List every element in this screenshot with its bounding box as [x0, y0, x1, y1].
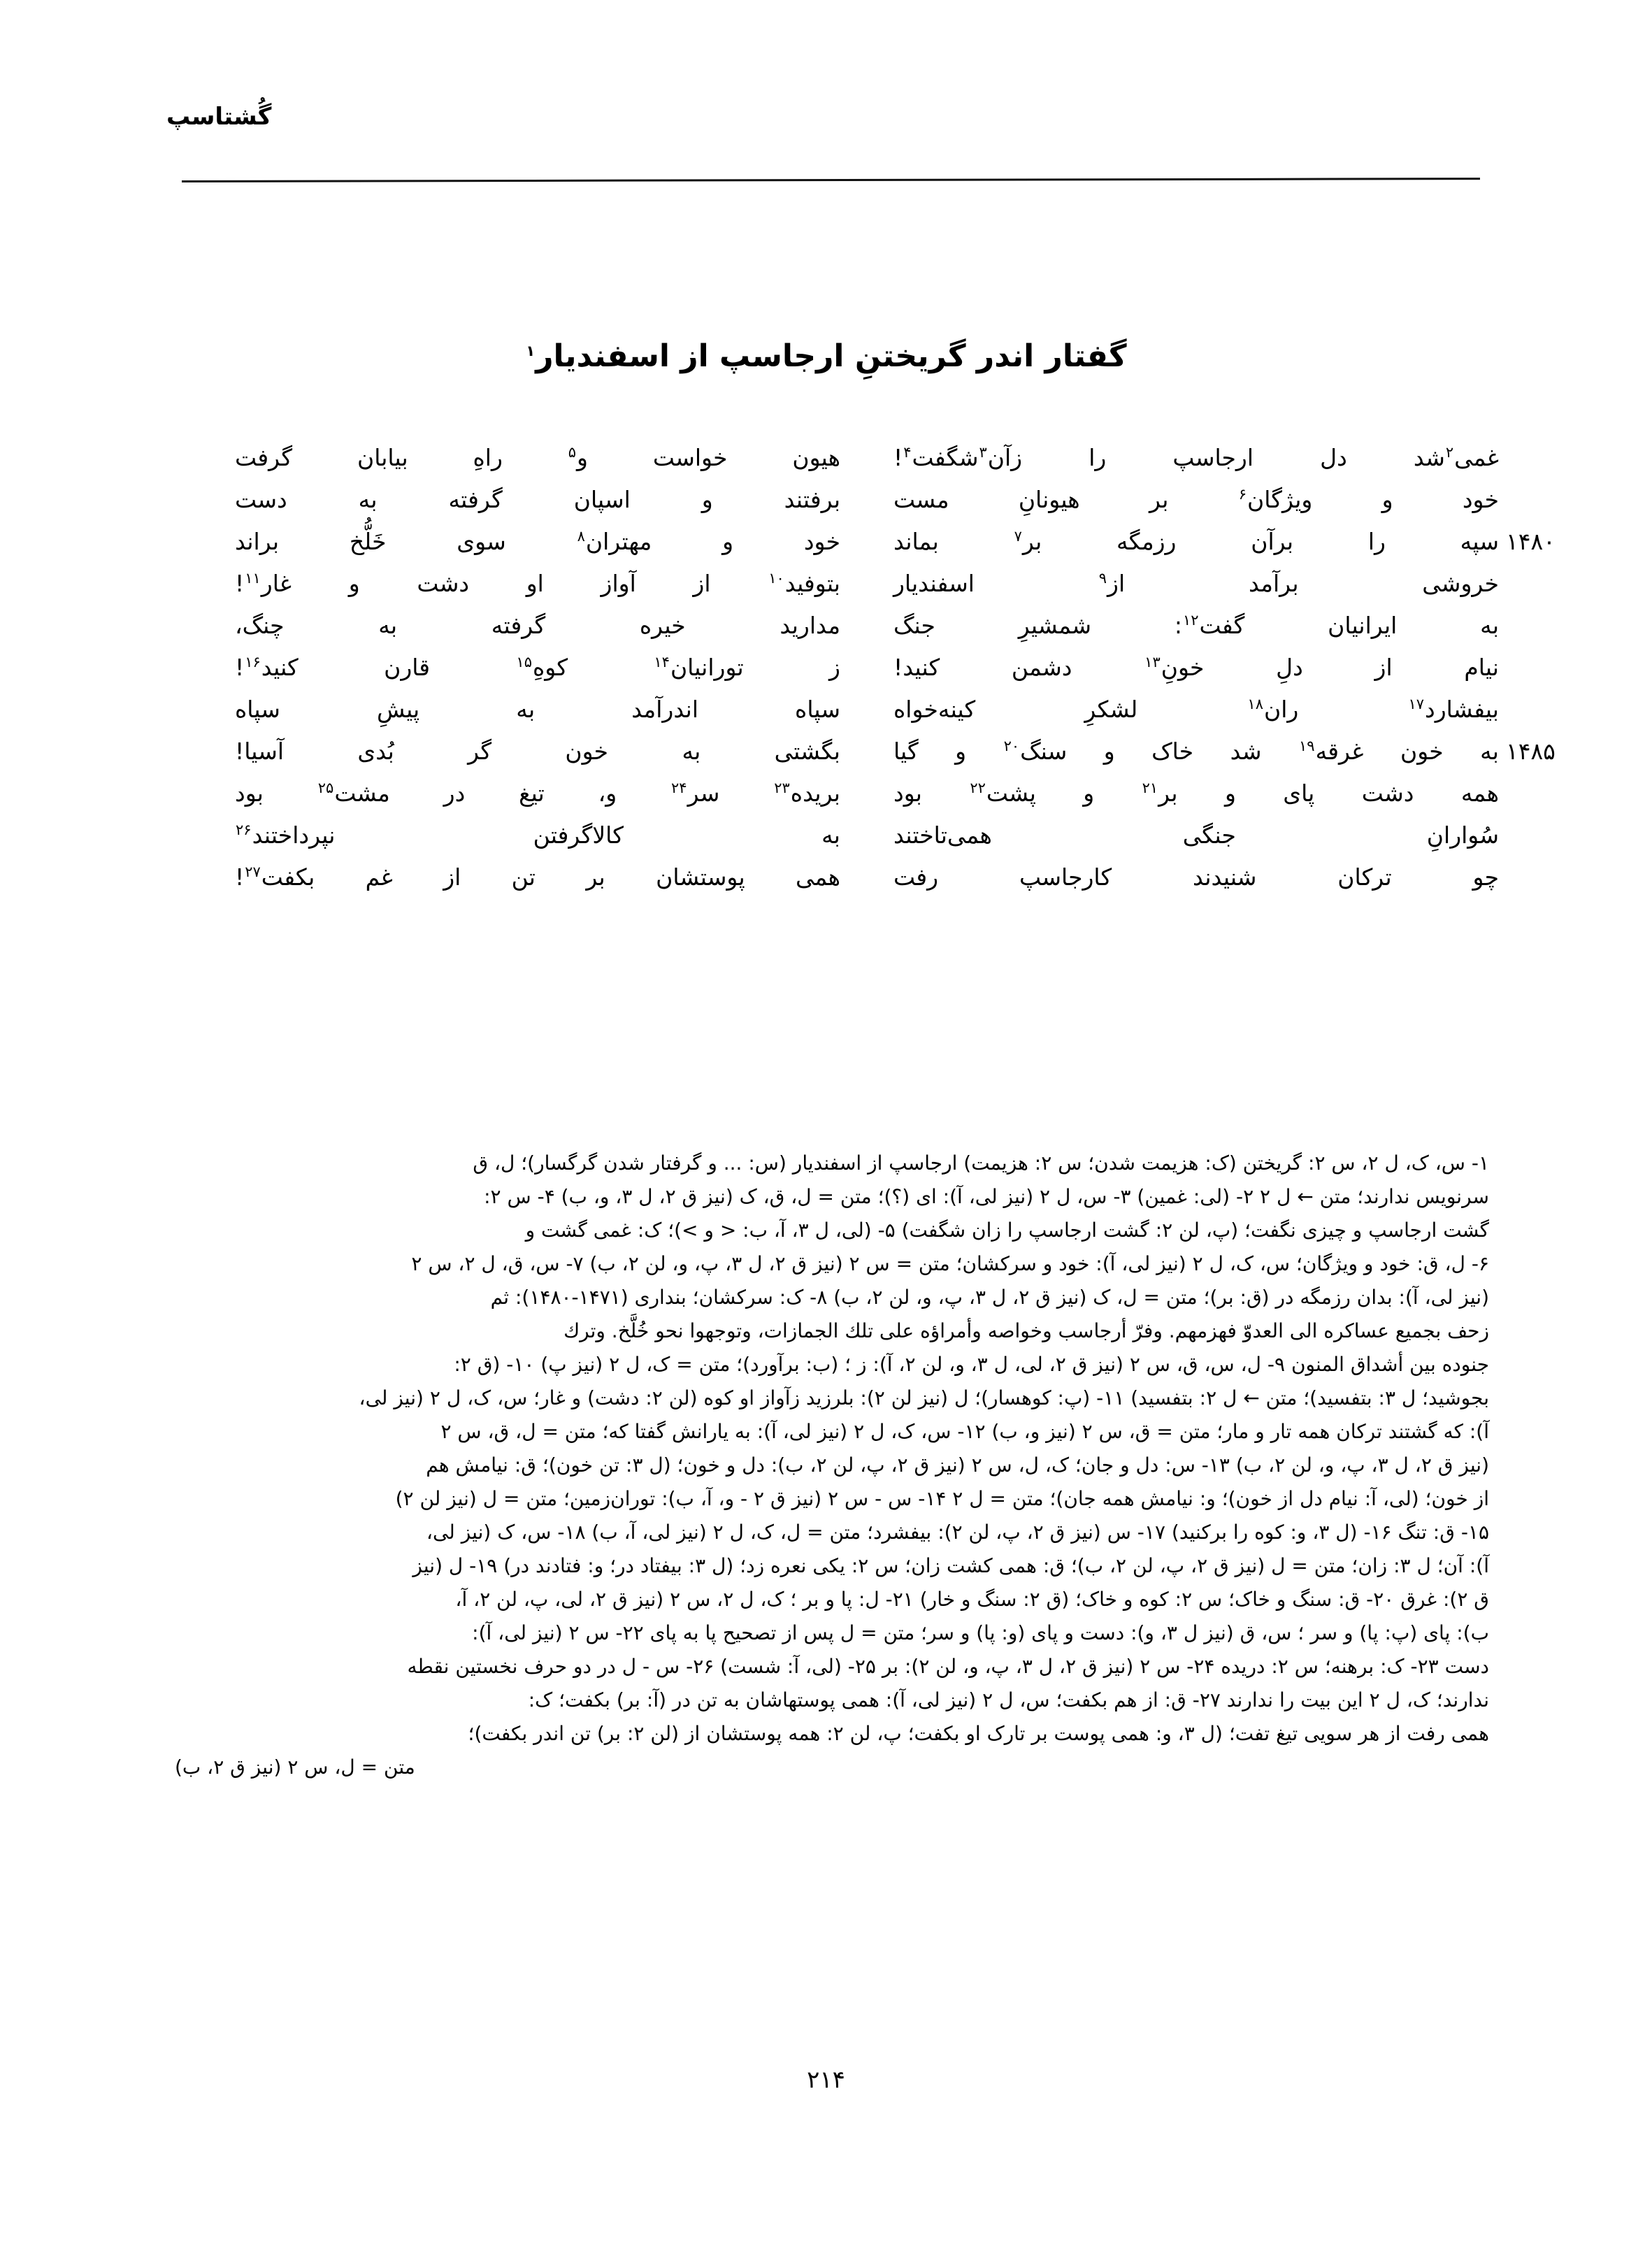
apparatus-line: همی رفت از هر سویی تیغ تفت؛ (ل ۳، و: همی پوست بر تارک او بکفت؛ پ، لن ۲: همه پوستشان از (لن ۲: بر) تن اندر بکفت)؛	[468, 1722, 1489, 1745]
verse-couplet	[231, 479, 1503, 521]
apparatus-line: دست ۲۳- ک: برهنه؛ س ۲: دریده ۲۴- س ۲ (نیز ق ۲، ل ۳، پ، و، لن ۲): بر ۲۵- (لی، آ: شست) ۲۶- س - ل در دو حرف نخستین نقطه	[407, 1655, 1489, 1678]
apparatus-line: آ): که گشتند ترکان همه تار و مار؛ متن = ق، س ۲ (نیز و، ب) ۱۲- س، ک، ل ۲ (نیز لی، آ): به یارانش گفتا که؛ متن = ل، ق، س ۲	[440, 1420, 1489, 1443]
running-head-title: گُشتاسپ	[166, 103, 272, 131]
verse-line-number: ۱۴۸۰	[1506, 528, 1556, 555]
apparatus-line: ب): پای (پ: پا) و سر ؛ س، ق (نیز ل ۳، و): دست و پای (و: پا) و سر؛ متن = ل پس از تصحیح پا به پای ۲۲- س ۲ (نیز لی، آ):	[472, 1621, 1489, 1644]
hemistich-right: همه دشت پای و بر$^{۲۱}$ و پشت$^{۲۲}$ بود	[893, 780, 1500, 807]
apparatus-line: ۱۵- ق: تنگ ۱۶- (ل ۳، و: کوه را برکنید) ۱۷- س (نیز ق ۲، پ، لن ۲): بیفشرد؛ متن = ل، ک، ل ۲ (نیز لی، آ، ب) ۱۸- س، ک (نیز لی،	[426, 1521, 1489, 1544]
apparatus-line: جنوده بين أشداق المنون ۹- ل، س، ق، س ۲ (نیز ق ۲، لی، ل ۳، و، لن ۲، آ): ز ؛ (ب: برآورد)؛ متن = ک، ل ۲ (نیز پ) ۱۰- (ق ۲:	[454, 1353, 1489, 1376]
verse-couplet	[231, 689, 1503, 731]
hemistich-left: همی پوستشان بر تن از غم بکفت$^{۲۷}$!	[235, 863, 840, 891]
section-title	[0, 338, 1652, 375]
hemistich-right: بیفشارد$^{۱۷}$ ران$^{۱۸}$ لشکرِ کینه‌خواه	[893, 696, 1499, 723]
apparatus-line: ق ۲): غرق ۲۰- ق: سنگ و خاک؛ س ۲: کوه و خاک؛ (ق ۲: سنگ و خار) ۲۱- ل: پا و بر ؛ ک، ل ۲، س ۲ (نیز ق ۲، لی، پ، لن ۲، آ،	[455, 1588, 1489, 1611]
verse-couplet	[231, 605, 1503, 647]
hemistich-left: برفتند و اسپان گرفته به دست	[235, 486, 840, 513]
verse-line-number: ۱۴۸۵	[1506, 738, 1556, 765]
hemistich-right: نیام از دلِ خونِ$^{۱۳}$ دشمن کنید!	[893, 654, 1499, 681]
section-title-text: گفتار اندر گریختنِ ارجاسپ از اسفندیار	[536, 338, 1127, 375]
folio-number: ۲۱۴	[807, 2066, 845, 2094]
hemistich-right: به ایرانیان گفت$^{۱۲}$: شمشیرِ جنگ	[893, 612, 1499, 639]
section-title-footnote-marker: ۱	[526, 342, 536, 359]
verse-block	[231, 437, 1556, 898]
hemistich-left: ز تورانیان$^{۱۴}$ کوهِ$^{۱۵}$ قارن کنید$^{۱۶}$!	[235, 654, 840, 681]
hemistich-left: بتوفید$^{۱۰}$ از آواز او دشت و غار$^{۱۱}$!	[235, 570, 840, 597]
hemistich-left: سپاه اندرآمد به پیشِ سپاه	[235, 696, 840, 723]
hemistich-left: مدارید خیره گرفته به چنگ،	[235, 612, 840, 639]
apparatus-line: آ): آن؛ ل ۳: زان؛ متن = ل (نیز ق ۲، پ، لن ۲، ب)؛ ق: همی کشت زان؛ س ۲: یکی نعره زد؛ (ل ۳: بیفتاد در؛ و: فتادند در) ۱۹- ل (نیز	[412, 1554, 1489, 1577]
running-header	[166, 105, 1481, 129]
header-rule	[182, 178, 1480, 182]
apparatus-line: ۱- س، ک، ل ۲، س ۲: گریختن (ک: هزیمت شدن؛ س ۲: هزیمت) ارجاسپ از اسفندیار (س: ... و گرفتار شدن گرگسار)؛ ل، ق	[473, 1151, 1489, 1175]
verse-couplet	[231, 647, 1503, 689]
verse-couplet	[231, 814, 1503, 856]
apparatus-line: (نیز ق ۲، ل ۳، پ، و، لن ۲، ب) ۱۳- س: دل و جان؛ ک، ل، س ۲ (نیز ق ۲، پ، لن ۲، ب): دل و خون؛ (ل ۳: تن خون)؛ ق: نیامش هم	[426, 1454, 1489, 1477]
apparatus-line: سرنویس ندارند؛ متن ← ل ۲ ۲- (لی: غمین) ۳- س، ل ۲ (نیز لی، آ): ای (؟)؛ متن = ل، ق، ک (نیز ق ۲، ل ۳، و، ب) ۴- س ۲:	[484, 1185, 1489, 1208]
apparatus-line: ندارند؛ ک، ل ۲ این بیت را ندارند ۲۷- ق: از هم بکفت؛ س، ل ۲ (نیز لی، آ): همی پوستهاشان به تن در (آ: بر) بکفت؛ ک:	[528, 1688, 1489, 1711]
apparatus-line: (نیز لی، آ): بدان رزمگه در (ق: بر)؛ متن = ل، ک (نیز ق ۲، ل ۳، پ، و، لن ۲، ب) ۸- ک: سرکشان؛ بنداری (۱۴۷۱-۱۴۸۰): ثم	[490, 1286, 1489, 1309]
verse-couplet	[231, 773, 1503, 814]
hemistich-right: غمی$^۲$شد دل ارجاسپ را زآن$^۳$شگفت$^۴$!	[893, 444, 1499, 471]
hemistich-left: هیون خواست و$^۵$ راهِ بیابان گرفت	[235, 444, 840, 471]
verse-couplet	[231, 437, 1503, 479]
verse-couplet	[231, 731, 1556, 773]
hemistich-right: سپه را برآن رزمگه بر$^۷$ بماند	[893, 528, 1499, 555]
critical-apparatus	[175, 1147, 1489, 1784]
hemistich-right: خود و ویژگان$^۶$ بر هیونانِ مست	[893, 486, 1499, 513]
hemistich-right: به خون غرقه$^{۱۹}$ شد خاک و سنگ$^{۲۰}$ و گیا	[893, 738, 1499, 765]
verse-couplet	[231, 856, 1503, 898]
verse-couplet	[231, 521, 1556, 563]
hemistich-left: به کالاگرفتن نپرداختند$^{۲۶}$	[236, 821, 840, 849]
apparatus-line: از خون؛ (لی، آ: نیام دل از خون)؛ و: نیامش همه جان)؛ متن = ل ۲ ۱۴- س - س ۲ (نیز ق ۲ - و، آ، ب): توران‌زمین؛ متن = ل (نیز لن ۲)	[395, 1487, 1489, 1510]
hemistich-right: چو ترکان شنیدند کارجاسپ رفت	[893, 863, 1499, 891]
hemistich-left: بریده$^{۲۳}$ سر$^{۲۴}$ و، تیغ در مشت$^{۲۵}$ بود	[235, 780, 840, 807]
apparatus-line: ۶- ل، ق: خود و ویژگان؛ س، ک، ل ۲ (نیز لی، آ): خود و سرکشان؛ متن = س ۲ (نیز ق ۲، ل ۳، پ، و، لن ۲، ب) ۷- س، ق، ل ۲، س ۲	[411, 1252, 1489, 1275]
hemistich-right: خروشی برآمد از$^۹$ اسفندیار	[893, 570, 1499, 597]
apparatus-line: متن = ل، س ۲ (نیز ق ۲، ب)	[175, 1756, 415, 1779]
apparatus-line: زحف بجميع عساكره الى العدوّ فهزمهم. وفرّ أرجاسب وخواصه وأمراؤه على تلك الجمازات، وتوجهوا نحو خُلَّخ. وترك	[563, 1319, 1489, 1342]
hemistich-left: خود و مهتران$^۸$ سوی خَلُّخ براند	[235, 528, 840, 555]
apparatus-line: بجوشید؛ ل ۳: بتفسید)؛ متن ← ل ۲: بتفسید) ۱۱- (پ: کوهسار)؛ ل (نیز لن ۲): بلرزید زآواز او کوه (لن ۲: دشت) و غار؛ س، ک، ل ۲ (نیز لی،	[359, 1386, 1489, 1409]
apparatus-line: گشت ارجاسپ و چیزی نگفت؛ (پ، لن ۲: گشت ارجاسپ را زان شگفت) ۵- (لی، ل ۳، آ، ب: < و >)؛ ک: غمی گشت و	[525, 1219, 1489, 1242]
verse-couplet	[231, 563, 1503, 605]
hemistich-right: سُوارانِ جنگی همی‌تاختند	[893, 821, 1499, 849]
hemistich-left: بگشتی به خون گر بُدی آسیا!	[235, 738, 840, 765]
